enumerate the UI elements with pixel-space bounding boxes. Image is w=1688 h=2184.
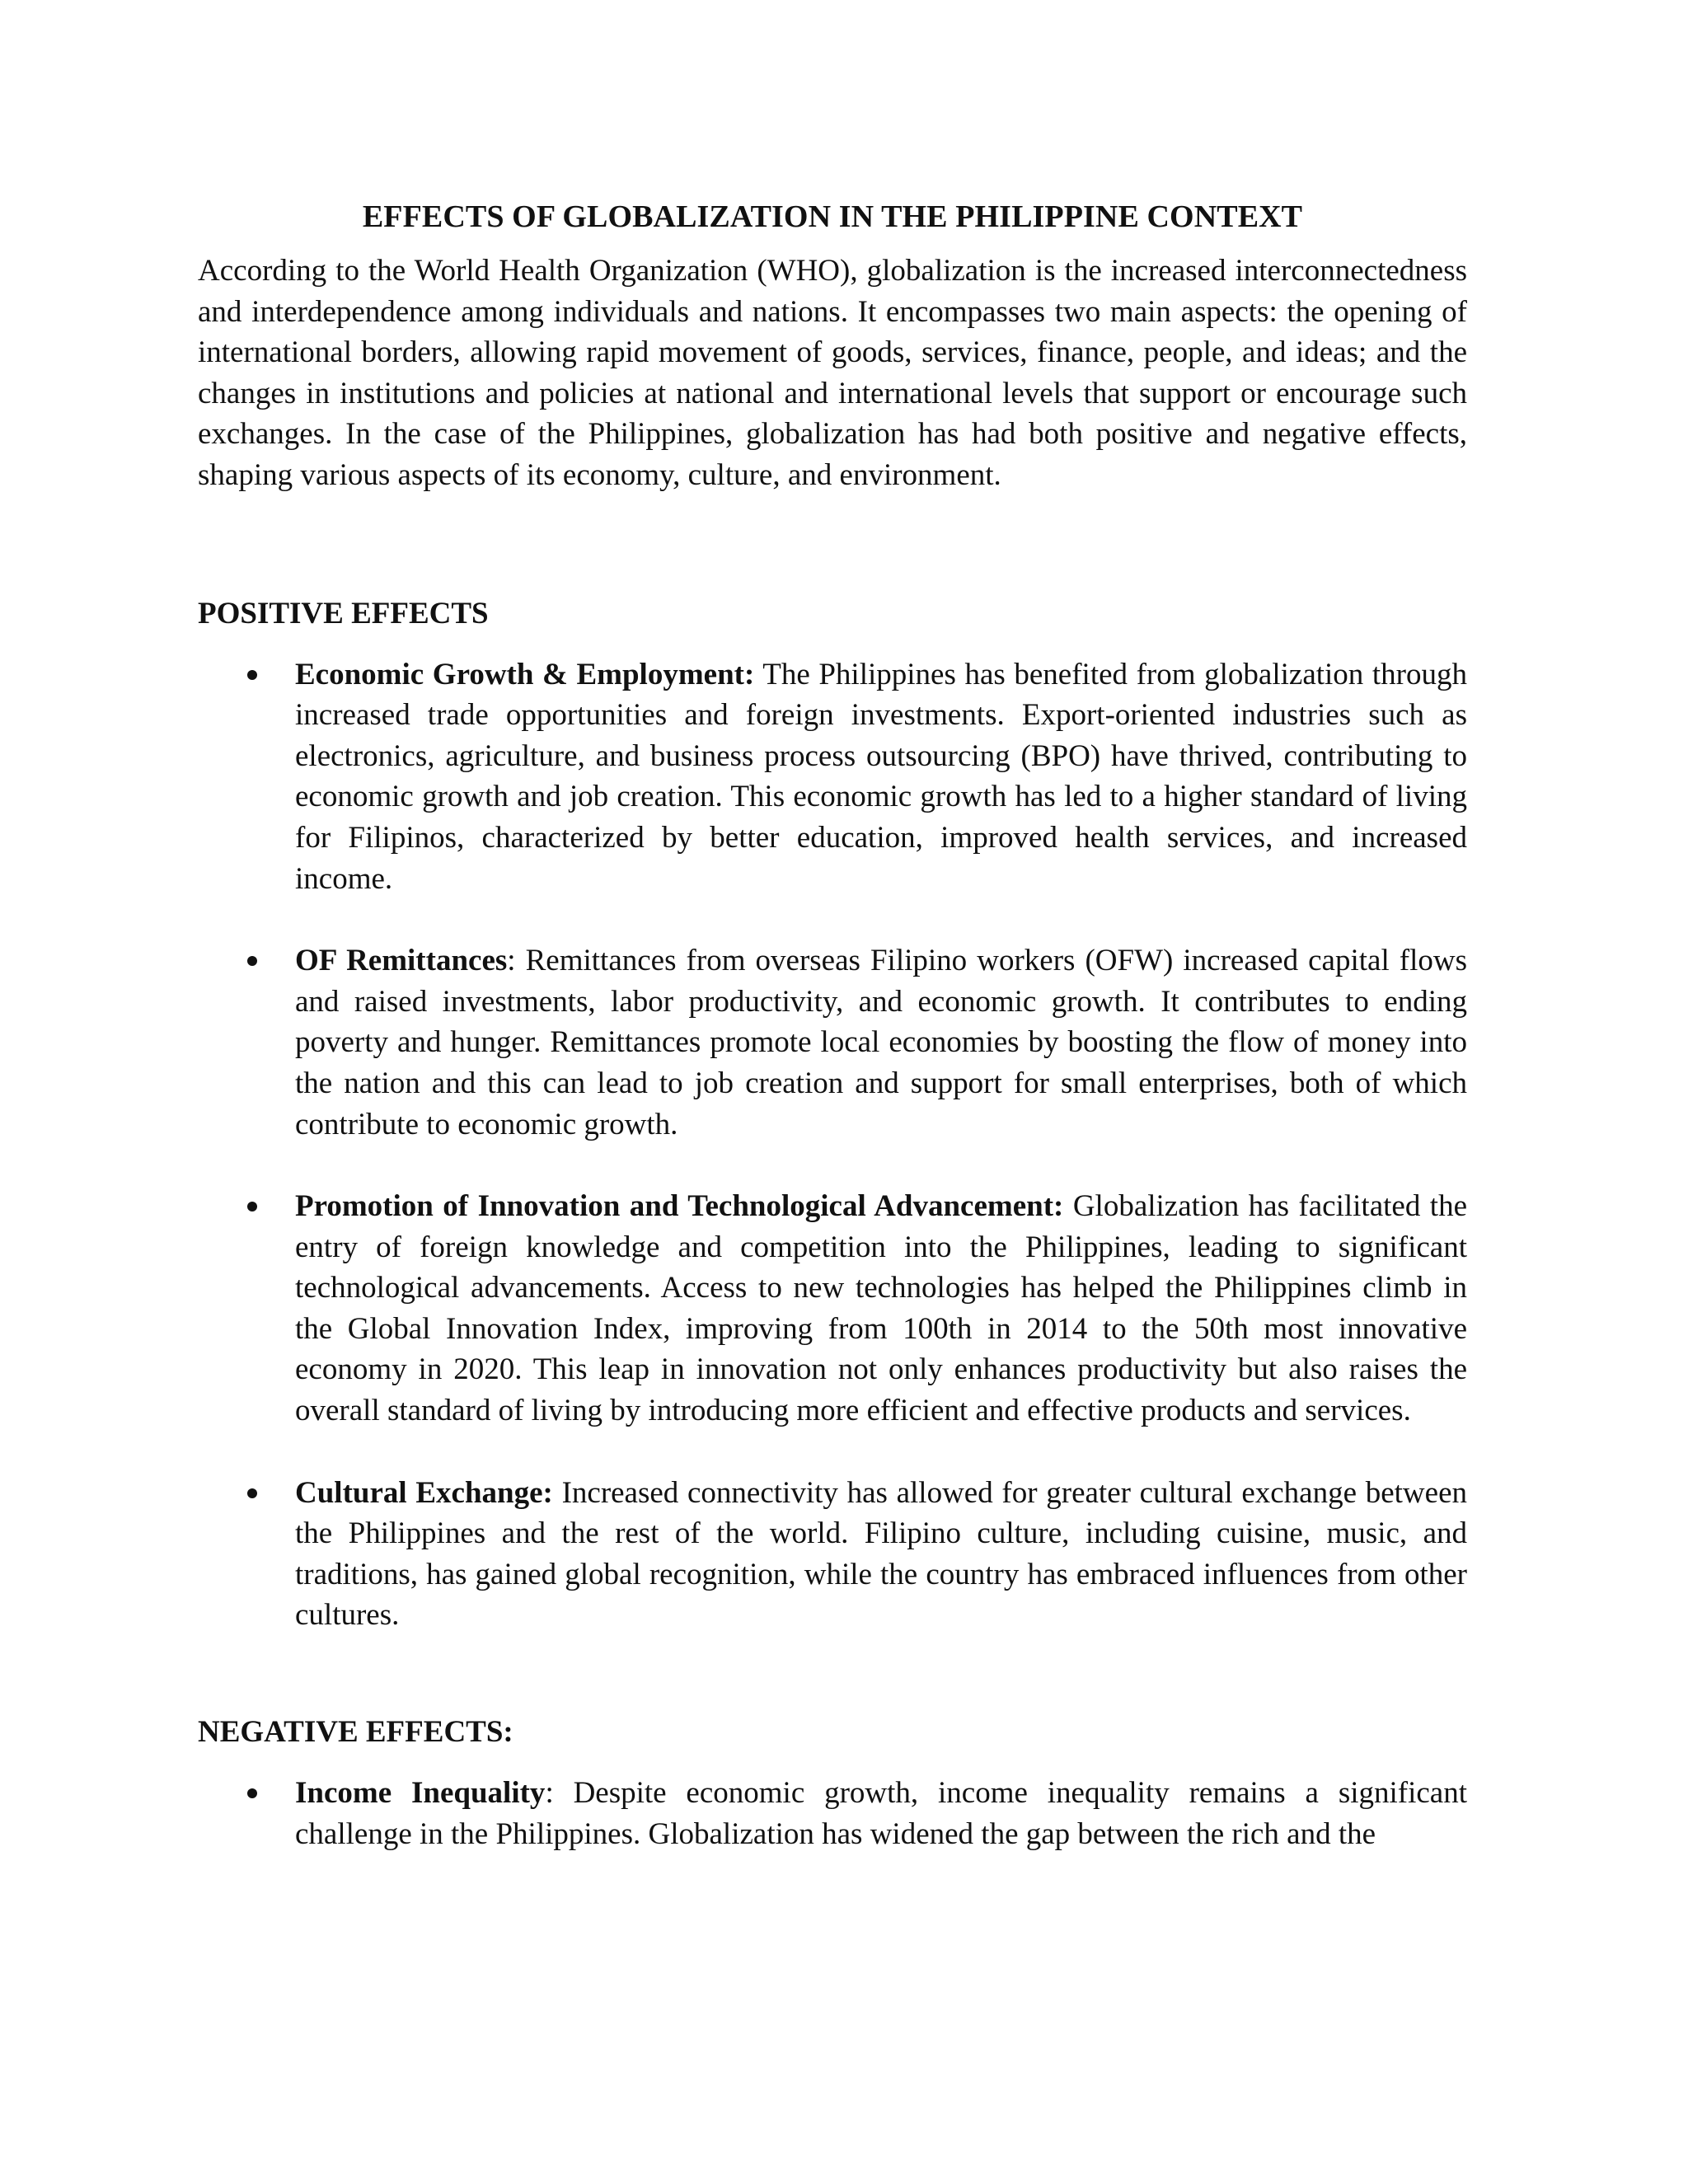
bullet-title: Cultural Exchange: — [295, 1475, 553, 1510]
document-title: EFFECTS OF GLOBALIZATION IN THE PHILIPPINE CONTEXT — [362, 199, 1303, 234]
positive-effects-heading: POSITIVE EFFECTS — [198, 596, 489, 630]
intro-paragraph: According to the World Health Organization (WHO), globalization is the increased interconnectedness and interdependence among individuals and nations. It encompasses two main aspects: the opening of international borders, allowing rapid movement of goods, services, finance, people, and ideas; and the changes in institutions and policies at national and international levels that support or encourage such exchanges. In the case of the Philippines, globalization has had both positive and negative effects, shaping various aspects of its economy, culture, and environment. — [198, 254, 1467, 492]
list-item — [198, 1186, 1467, 1432]
negative-effects-list — [198, 1773, 1467, 1854]
list-item — [198, 654, 1467, 900]
bullet-title: Economic Growth & Employment: — [295, 657, 755, 691]
bullet-text: : Despite economic growth, income inequality remains a significant challenge in the Philippines. Globalization has widened the gap between the rich and the — [295, 1776, 1468, 1851]
bullet-title: OF Remittances — [295, 944, 508, 978]
bullet-icon — [247, 1202, 257, 1212]
list-item — [198, 940, 1467, 1145]
bullet-icon — [247, 1488, 257, 1498]
list-item — [198, 1473, 1467, 1636]
bullet-title: Promotion of Innovation and Technological Advancement: — [295, 1189, 1064, 1224]
bullet-icon — [247, 956, 257, 966]
bullet-text: : Remittances from overseas Filipino workers (OFW) increased capital flows and raised investments, labor productivity, and economic growth. It contributes to ending poverty and hunger. Remittances promote local economies by boosting the flow of money into the nation and this can lead to job creation and support for small enterprises, both of which contribute to economic growth. — [295, 944, 1468, 1141]
bullet-title: Income Inequality — [295, 1776, 546, 1811]
bullet-icon — [247, 670, 257, 680]
list-item — [198, 1773, 1467, 1854]
bullet-text: Globalization has facilitated the entry of foreign knowledge and competition into the Philippines, leading to significant technological advancements. Access to new technologies has helped the Philippines climb in the Global Innovation Index, improving from 100th in 2014 to the 50th most innovative economy in 2020. This leap in innovation not only enhances productivity but also raises the overall standard of living by introducing more efficient and effective products and services. — [295, 1189, 1467, 1428]
document-page — [198, 196, 1467, 1854]
bullet-text: The Philippines has benefited from globalization through increased trade opportunities and foreign investments. Export-oriented industries such as electronics, agriculture, and business process outsourcing (BPO) have thrived, contributing to economic growth and job creation. This economic growth has led to a higher standard of living for Filipinos, characterized by better education, improved health services, and increased income. — [295, 657, 1467, 896]
bullet-icon — [247, 1788, 257, 1798]
bullet-text: Increased connectivity has allowed for greater cultural exchange between the Philippines and the rest of the world. Filipino culture, including cuisine, music, and traditions, has gained global recognition, while the country has embraced influences from other cultures. — [295, 1475, 1467, 1633]
positive-effects-list — [198, 654, 1467, 1636]
negative-effects-heading: NEGATIVE EFFECTS: — [198, 1715, 513, 1750]
